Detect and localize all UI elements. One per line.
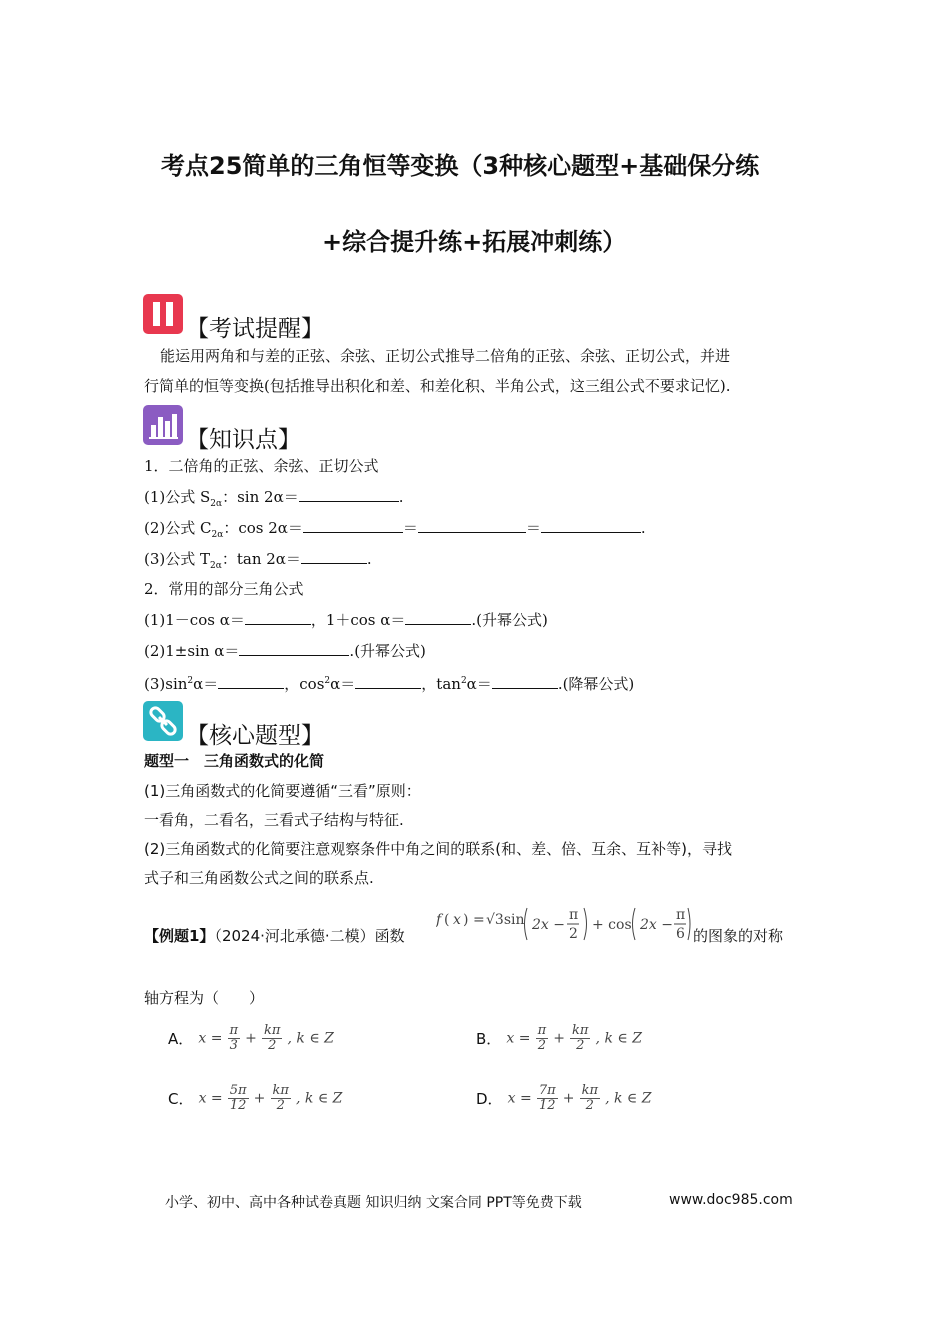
answer-blank[interactable] xyxy=(218,674,284,689)
answer-blank[interactable] xyxy=(541,518,641,533)
knowledge-item-1: 1．二倍角的正弦、余弦、正切公式 xyxy=(144,457,379,475)
page-title-line2: +综合提升练+拓展冲刺练） xyxy=(322,228,627,256)
svg-text:): ) xyxy=(463,912,469,928)
example-formula xyxy=(436,902,692,946)
page-title-line1: 考点25简单的三角恒等变换（3种核心题型+基础保分练 xyxy=(161,152,760,180)
svg-text:x: x xyxy=(453,912,461,928)
core-text-1: (1)三角函数式的化简要遵循“三看”原则： xyxy=(144,782,421,800)
svg-text:2x −: 2x − xyxy=(532,917,565,933)
example-line-2: 轴方程为（ ） xyxy=(144,989,265,1007)
svg-text:2x −: 2x − xyxy=(640,917,673,933)
option-a[interactable]: A． x = $\frac{\pi}{3}$ + $\frac{k\pi}{2}$ , k ∈ Z xyxy=(168,1023,334,1053)
formula-g3: $(3)\sin^2\alpha=$ ，$\cos^2\alpha=$ ，$\tan^2\alpha=$ .(降幂公式) xyxy=(144,675,635,693)
answer-blank[interactable] xyxy=(492,674,558,689)
svg-text:6: 6 xyxy=(676,926,685,942)
formula-g2: (2)1±sin α＝ .(升幂公式) xyxy=(144,642,426,660)
exam-reminder-text-1: 能运用两角和与差的正弦、余弦、正切公式推导二倍角的正弦、余弦、正切公式，并进 xyxy=(160,347,731,365)
formula-c2a: (2)公式 $C_{2\alpha}$：cos 2α＝ ＝ ＝ . xyxy=(144,519,646,540)
answer-blank[interactable] xyxy=(405,610,471,625)
svg-text:(: ( xyxy=(444,912,450,928)
knowledge-heading: 【知识点】 xyxy=(186,427,301,453)
svg-text:√3sin: √3sin xyxy=(486,912,525,928)
type-1-title: 题型一 三角函数式的化简 xyxy=(144,752,325,770)
formula-s2a: (1)公式 $S_{2\alpha}$：sin 2α＝ . xyxy=(144,488,404,509)
footer-text: 小学、初中、高中各种试卷真题 知识归纳 文案合同 PPT等免费下载 xyxy=(165,1195,582,1211)
footer-url[interactable]: www.doc985.com xyxy=(669,1192,793,1208)
answer-blank[interactable] xyxy=(299,487,399,502)
svg-text:f: f xyxy=(436,912,442,928)
bar-chart-icon xyxy=(143,405,183,445)
svg-text:π: π xyxy=(569,907,579,923)
link-icon xyxy=(143,701,183,741)
pause-bars-icon xyxy=(143,294,183,334)
option-d[interactable]: D． x = $\frac{7\pi}{12}$ + $\frac{k\pi}{2}$ , k ∈ Z xyxy=(476,1083,652,1113)
answer-blank[interactable] xyxy=(303,518,403,533)
core-heading: 【核心题型】 xyxy=(186,723,324,749)
answer-blank[interactable] xyxy=(245,610,311,625)
answer-blank[interactable] xyxy=(355,674,421,689)
svg-text:π: π xyxy=(676,907,686,923)
exam-reminder-heading: 【考试提醒】 xyxy=(186,316,324,342)
svg-text:+ cos: + cos xyxy=(592,917,632,933)
example-1-line xyxy=(144,926,405,946)
svg-text:=: = xyxy=(473,912,485,928)
core-text-3: (2)三角函数式的化简要注意观察条件中角之间的联系(和、差、倍、互余、互补等)，寻找 xyxy=(144,840,732,858)
formula-g1: (1)1－cos α＝ ，1＋cos α＝ .(升幂公式) xyxy=(144,611,548,629)
svg-text:2: 2 xyxy=(569,926,578,942)
option-c[interactable]: C． x = $\frac{5\pi}{12}$ + $\frac{k\pi}{2}$ , k ∈ Z xyxy=(168,1083,343,1113)
answer-blank[interactable] xyxy=(301,549,367,564)
example-suffix: 的图象的对称 xyxy=(693,927,784,945)
core-text-2: 一看角，二看名，三看式子结构与特征. xyxy=(144,811,404,829)
formula-t2a: (3)公式 $T_{2\alpha}$：tan 2α＝ . xyxy=(144,550,372,571)
option-b[interactable]: B． x = $\frac{\pi}{2}$ + $\frac{k\pi}{2}$ , k ∈ Z xyxy=(476,1023,642,1053)
core-text-4: 式子和三角函数公式之间的联系点. xyxy=(144,869,374,887)
example-source: （2024·河北承德·二模）函数 xyxy=(214,927,405,945)
example-label: 【例题1】 xyxy=(144,927,215,945)
knowledge-item-2: 2．常用的部分三角公式 xyxy=(144,580,304,598)
answer-blank[interactable] xyxy=(418,518,526,533)
exam-reminder-text-2: 行简单的恒等变换(包括推导出积化和差、和差化积、半角公式，这三组公式不要求记忆). xyxy=(144,377,731,395)
answer-blank[interactable] xyxy=(239,641,349,656)
